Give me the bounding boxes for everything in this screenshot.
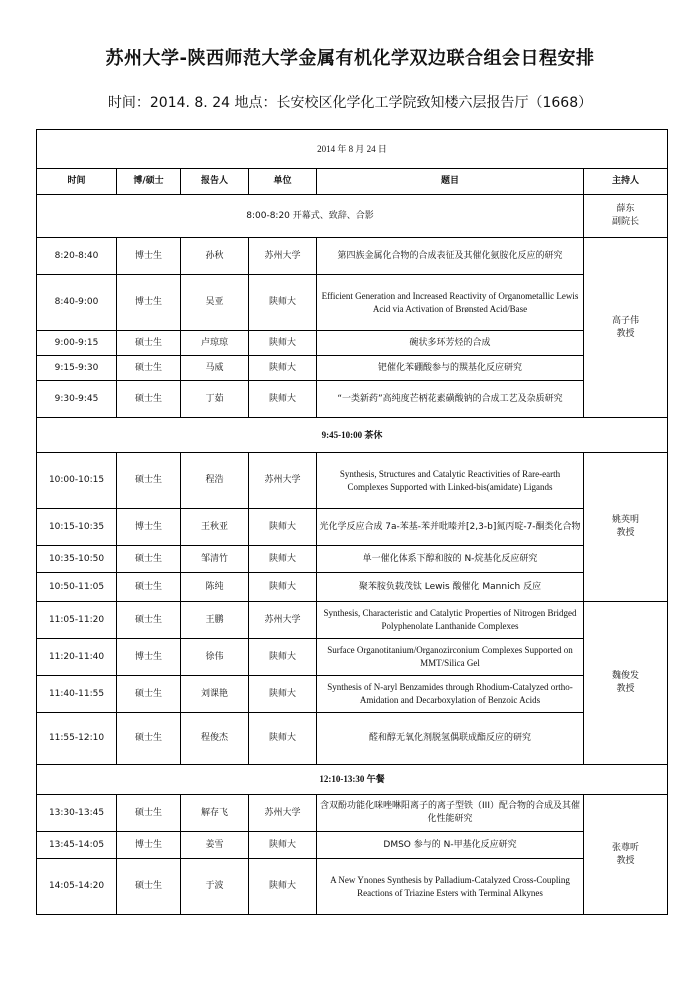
cell-unit: 苏州大学: [249, 795, 317, 832]
cell-speaker: 王鹏: [181, 602, 249, 639]
cell-unit: 陕师大: [249, 509, 317, 546]
table-row: [37, 713, 668, 765]
cell-speaker: 吴亚: [181, 275, 249, 331]
table-row: [37, 453, 668, 509]
cell-topic: 钯催化苯硼酸参与的羰基化反应研究: [317, 356, 584, 381]
cell-time: 9:30-9:45: [37, 381, 117, 418]
cell-time: 9:00-9:15: [37, 331, 117, 356]
page-subtitle: 时间：2014. 8. 24 地点：长安校区化学化工学院致知楼六层报告厅（1668）: [107, 95, 593, 111]
cell-degree: 硕士生: [117, 573, 181, 602]
cell-time: 13:30-13:45: [37, 795, 117, 832]
col-header-speaker: 报告人: [181, 169, 249, 195]
cell-topic: A New Ynones Synthesis by Palladium-Catalyzed Cross-Coupling Reactions of Triazine Esters with Terminal Alkynes: [317, 859, 584, 915]
col-header-topic: 题目: [317, 169, 584, 195]
cell-unit: 陕师大: [249, 546, 317, 573]
table-row: [37, 573, 668, 602]
page-title: 苏州大学-陕西师范大学金属有机化学双边联合组会日程安排: [105, 48, 595, 69]
session4-host: [584, 795, 668, 915]
lunch-row: [37, 765, 668, 795]
cell-degree: 硕士生: [117, 381, 181, 418]
col-header-unit: 单位: [249, 169, 317, 195]
session3-host-title: 教授: [616, 684, 635, 694]
table-row: [37, 331, 668, 356]
opening-host-title: 副院长: [612, 217, 640, 227]
cell-unit: 陕师大: [249, 381, 317, 418]
session2-host: [584, 453, 668, 602]
session4-host-title: 教授: [616, 855, 635, 866]
session1-host-title: 教授: [616, 328, 635, 339]
cell-time: 13:45-14:05: [37, 832, 117, 859]
cell-degree: 硕士生: [117, 331, 181, 356]
cell-degree: 硕士生: [117, 602, 181, 639]
cell-time: 11:40-11:55: [37, 676, 117, 713]
cell-time: 11:05-11:20: [37, 602, 117, 639]
cell-topic: DMSO 参与的 N-甲基化反应研究: [317, 832, 584, 859]
cell-speaker: 卢琼琼: [181, 331, 249, 356]
cell-time: 9:15-9:30: [37, 356, 117, 381]
opening-ceremony: 8:00-8:20 开幕式、致辞、合影: [37, 195, 584, 238]
table-row: [37, 602, 668, 639]
table-row: [37, 356, 668, 381]
cell-degree: 博士生: [117, 275, 181, 331]
session1-host: [584, 238, 668, 418]
session4-host-name: 张尊听: [612, 842, 640, 853]
cell-speaker: 姜雪: [181, 832, 249, 859]
cell-unit: 陕师大: [249, 331, 317, 356]
cell-speaker: 孙秋: [181, 238, 249, 275]
cell-unit: 陕师大: [249, 859, 317, 915]
cell-unit: 苏州大学: [249, 453, 317, 509]
cell-degree: 硕士生: [117, 676, 181, 713]
session2-host-title: 教授: [616, 528, 635, 538]
table-row: [37, 509, 668, 546]
cell-speaker: 王秋亚: [181, 509, 249, 546]
cell-time: 8:20-8:40: [37, 238, 117, 275]
cell-unit: 陕师大: [249, 713, 317, 765]
cell-time: 10:35-10:50: [37, 546, 117, 573]
schedule-table: [36, 129, 668, 915]
cell-unit: 苏州大学: [249, 238, 317, 275]
opening-host: [584, 195, 668, 238]
cell-speaker: 邹清竹: [181, 546, 249, 573]
cell-time: 10:50-11:05: [37, 573, 117, 602]
opening-host-name: 薛东: [616, 204, 635, 214]
lunch-break: 12:10-13:30 午餐: [37, 765, 668, 795]
cell-topic: 单一催化体系下醇和胺的 N-烷基化反应研究: [317, 546, 584, 573]
col-header-time: 时间: [37, 169, 117, 195]
cell-time: 10:15-10:35: [37, 509, 117, 546]
cell-degree: 硕士生: [117, 795, 181, 832]
table-row: [37, 381, 668, 418]
cell-unit: 苏州大学: [249, 602, 317, 639]
cell-unit: 陕师大: [249, 356, 317, 381]
date-header: 2014 年 8 月 24 日: [37, 130, 668, 169]
cell-time: 14:05-14:20: [37, 859, 117, 915]
table-row: [37, 832, 668, 859]
cell-degree: 硕士生: [117, 713, 181, 765]
cell-degree: 博士生: [117, 639, 181, 676]
table-row: [37, 676, 668, 713]
cell-time: 10:00-10:15: [37, 453, 117, 509]
cell-degree: 博士生: [117, 238, 181, 275]
cell-unit: 陕师大: [249, 832, 317, 859]
cell-degree: 博士生: [117, 509, 181, 546]
session2-host-name: 姚英明: [612, 515, 640, 525]
cell-speaker: 陈纯: [181, 573, 249, 602]
cell-topic: 第四族金属化合物的合成表征及其催化氨胺化反应的研究: [317, 238, 584, 275]
cell-unit: 陕师大: [249, 676, 317, 713]
cell-speaker: 刘课艳: [181, 676, 249, 713]
cell-speaker: 程浩: [181, 453, 249, 509]
session3-host-name: 魏俊发: [612, 671, 640, 681]
cell-speaker: 于波: [181, 859, 249, 915]
table-row: [37, 859, 668, 915]
table-row: [37, 238, 668, 275]
session3-host: [584, 602, 668, 765]
cell-topic: 光化学反应合成 7a-苯基-苯并吡嗪并[2,3-b]氮丙啶-7-酮类化合物: [317, 509, 584, 546]
column-header-row: [37, 169, 668, 195]
cell-unit: 陕师大: [249, 573, 317, 602]
cell-speaker: 解存飞: [181, 795, 249, 832]
cell-topic: 聚苯胺负载茂钛 Lewis 酸催化 Mannich 反应: [317, 573, 584, 602]
cell-speaker: 马威: [181, 356, 249, 381]
cell-topic: Surface Organotitanium/Organozirconium Complexes Supported on MMT/Silica Gel: [317, 639, 584, 676]
cell-topic: 含双酚功能化咪唑啉阳离子的离子型铁（III）配合物的合成及其催化性能研究: [317, 795, 584, 832]
table-row: [37, 546, 668, 573]
col-header-degree: 博/硕士: [117, 169, 181, 195]
cell-topic: “一类新药”高纯度芒柄花素磺酸钠的合成工艺及杂质研究: [317, 381, 584, 418]
col-header-host: 主持人: [584, 169, 668, 195]
cell-unit: 陕师大: [249, 639, 317, 676]
cell-speaker: 丁茹: [181, 381, 249, 418]
tea-break: 9:45-10:00 茶休: [37, 418, 668, 453]
session1-host-name: 高子伟: [612, 315, 640, 326]
opening-row: [37, 195, 668, 238]
cell-unit: 陕师大: [249, 275, 317, 331]
cell-time: 11:55-12:10: [37, 713, 117, 765]
cell-degree: 博士生: [117, 832, 181, 859]
table-row: [37, 795, 668, 832]
cell-degree: 硕士生: [117, 453, 181, 509]
cell-speaker: 徐伟: [181, 639, 249, 676]
cell-speaker: 程俊杰: [181, 713, 249, 765]
cell-degree: 硕士生: [117, 356, 181, 381]
table-row: [37, 639, 668, 676]
cell-topic: Synthesis, Structures and Catalytic Reactivities of Rare-earth Complexes Supported with Linked-bis(amidate) Ligands: [317, 453, 584, 509]
tea-break-row: [37, 418, 668, 453]
cell-topic: Efficient Generation and Increased Reactivity of Organometallic Lewis Acid via Activation of Brønsted Acid/Base: [317, 275, 584, 331]
cell-topic: 碗状多环芳烃的合成: [317, 331, 584, 356]
cell-topic: 醛和醇无氧化剂脱氢偶联成酯反应的研究: [317, 713, 584, 765]
cell-degree: 硕士生: [117, 546, 181, 573]
table-row: [37, 275, 668, 331]
cell-degree: 硕士生: [117, 859, 181, 915]
cell-time: 8:40-9:00: [37, 275, 117, 331]
cell-topic: Synthesis of N-aryl Benzamides through Rhodium-Catalyzed ortho- Amidation and Decarboxylation of Benzoic Acids: [317, 676, 584, 713]
cell-topic: Synthesis, Characteristic and Catalytic Properties of Nitrogen Bridged Polyphenolate Lanthanide Complexes: [317, 602, 584, 639]
cell-time: 11:20-11:40: [37, 639, 117, 676]
